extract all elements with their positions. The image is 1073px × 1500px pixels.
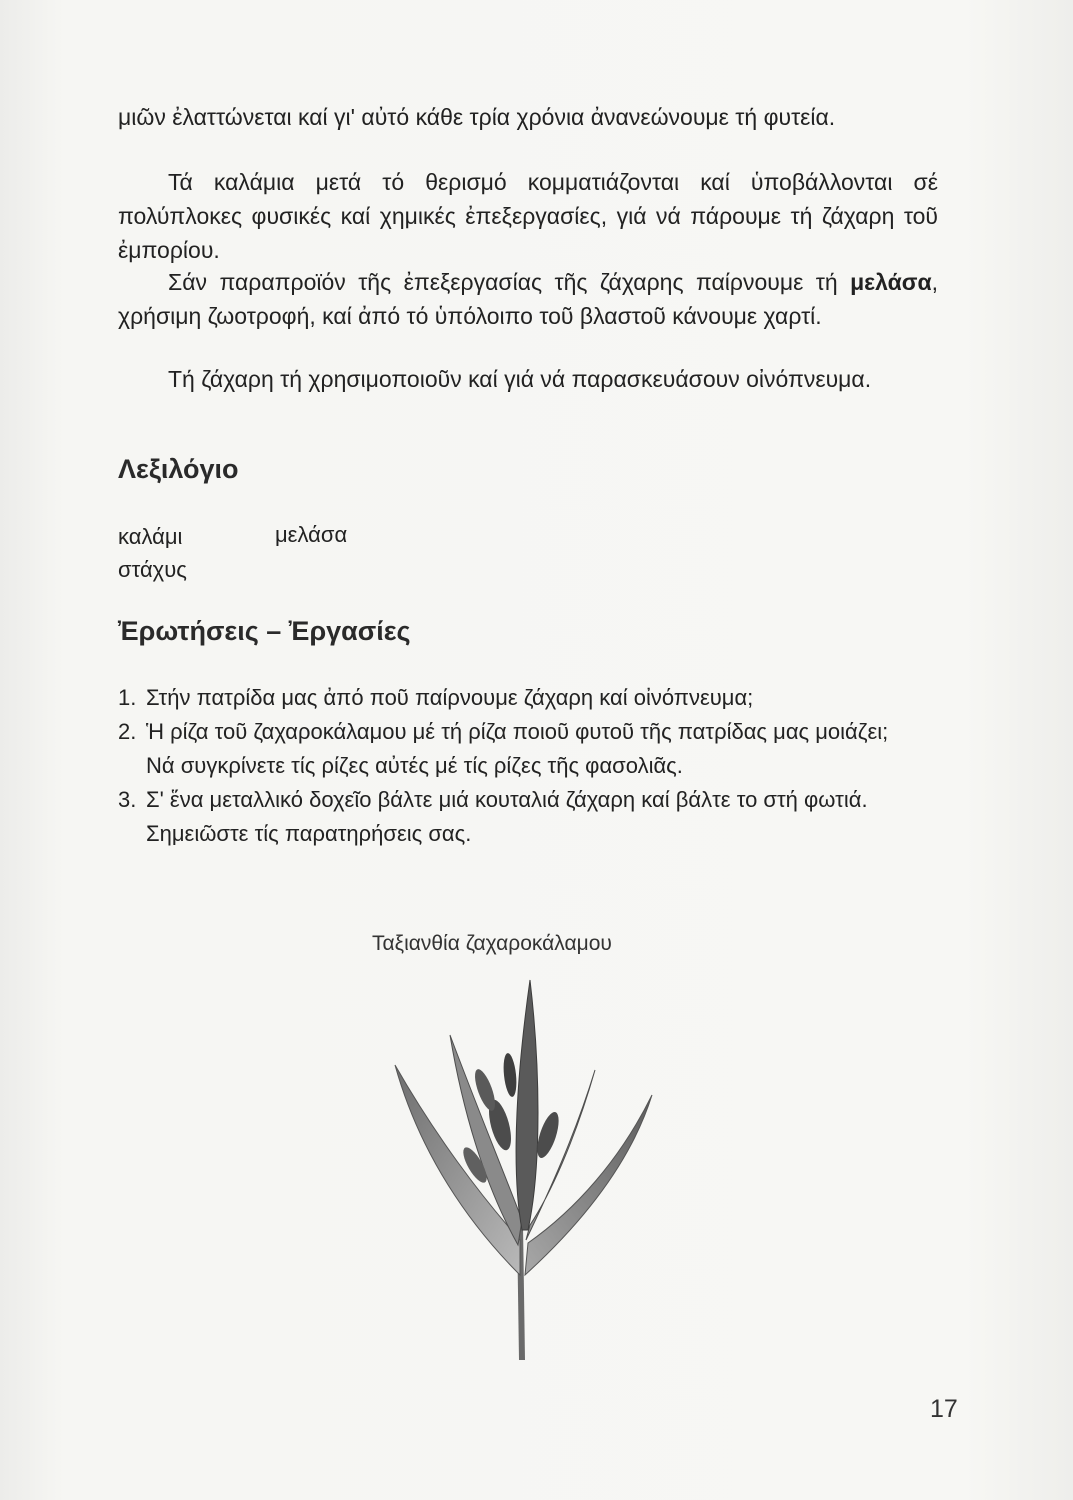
question-text: Σ' ἕνα μεταλλικό δοχεῖο βάλτε μιά κουταλιά ζάχαρη καί βάλτε το στή φωτιά. xyxy=(146,787,868,812)
vocabulary-word: μελάσα xyxy=(275,522,348,547)
figure-caption: Ταξιανθία ζαχαροκάλαμου xyxy=(372,932,612,955)
questions-heading: Ἐρωτήσεις – Ἐργασίες xyxy=(118,616,411,646)
vocabulary-word: καλάμι xyxy=(118,524,183,549)
paragraph-planting: μιῶν ἐλαττώνεται καί γι' αὐτό κάθε τρία χρόνια ἀνανεώνουμε τή φυτεία. xyxy=(118,104,836,130)
question-text-continued: Νά συγκρίνετε τίς ρίζες αὐτές μέ τίς ρίζες τῆς φασολιᾶς. xyxy=(146,753,683,778)
paragraph-byproducts xyxy=(118,265,938,333)
question-number: 2. xyxy=(118,719,137,744)
paragraph-processing: Τά καλάμια μετά τό θερισμό κομματιάζονται καί ὑποβάλλονται σέ πολύπλοκες φυσικές καί χημικές ἐπεξεργασίες, γιά νά πάρουμε τή ζάχαρη τοῦ ἐμπορίου. xyxy=(118,169,938,263)
term-melasa: μελάσα xyxy=(850,269,932,295)
questions-list xyxy=(118,681,958,851)
vocabulary-word: στάχυς xyxy=(118,557,187,582)
question-text: Ἡ ρίζα τοῦ ζαχαροκάλαμου μέ τή ρίζα ποιοῦ φυτοῦ τῆς πατρίδας μας μοιάζει; xyxy=(146,719,889,744)
sugarcane-inflorescence-icon xyxy=(380,975,670,1370)
question-text: Στήν πατρίδα μας ἀπό ποῦ παίρνουμε ζάχαρη καί οἰνόπνευμα; xyxy=(146,685,754,710)
question-item xyxy=(118,681,958,715)
question-item xyxy=(118,783,958,851)
question-number: 1. xyxy=(118,685,137,710)
byproducts-text-start: Σάν παραπροϊόν τῆς ἐπεξεργασίας τῆς ζάχαρης παίρνουμε τή xyxy=(168,269,851,295)
question-number: 3. xyxy=(118,787,137,812)
byproducts-text-end: , χρήσιμη ζωοτροφή, καί ἀπό τό ὑπόλοιπο τοῦ βλαστοῦ κάνουμε χαρτί. xyxy=(118,269,938,329)
question-text-continued: Σημειῶστε τίς παρατηρήσεις σας. xyxy=(146,821,472,846)
page-number: 17 xyxy=(930,1395,958,1423)
vocabulary-heading: Λεξιλόγιο xyxy=(118,454,239,484)
question-item xyxy=(118,715,958,783)
paragraph-alcohol: Τή ζάχαρη τή χρησιμοποιοῦν καί γιά νά παρασκευάσουν οἰνόπνευμα. xyxy=(168,366,872,392)
